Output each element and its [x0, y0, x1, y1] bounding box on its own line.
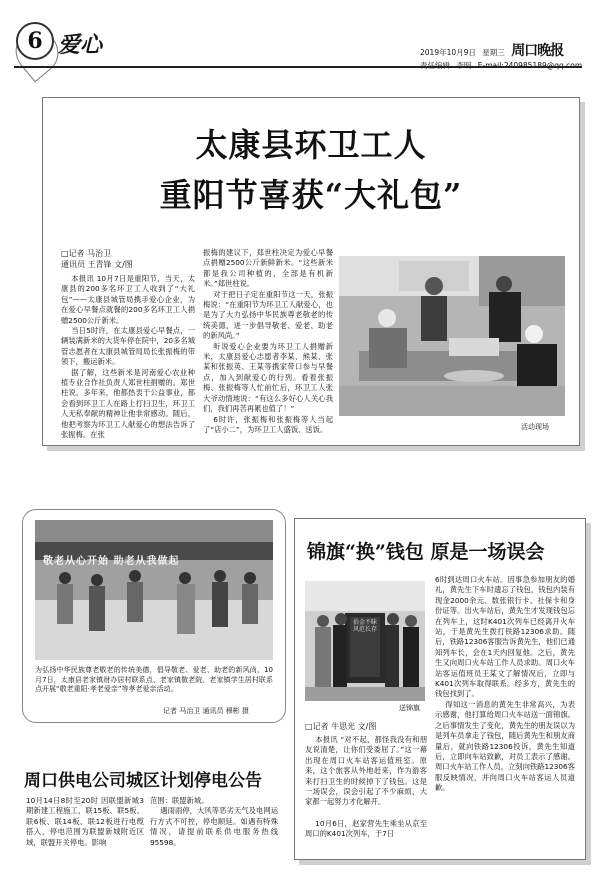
newspaper-brand: 周口晚报 [511, 43, 564, 59]
paragraph: 振梅的建议下，郑世柱决定为爱心早餐点捐赠2500公斤新鲜新米。“这些新米都是我公司种植的，全部是有机新米。”郑世柱说。 [203, 248, 333, 289]
article3-headline: 锦旗“换”钱包 原是一场误会 [307, 541, 545, 563]
paragraph: 本报讯 10月7日是重阳节，当天，太康县的200多名环卫工人收到了“大礼包”——太康县城管局携手爱心企业，为在爱心早餐点就餐的200多名环卫工人捐赠2500公斤新米。 [61, 274, 195, 325]
article3-photo-caption: 送锦旗 [399, 704, 420, 712]
paragraph: 6时许，张振梅和张振梅等人当起了“店小二”，为环卫工人盛饭、送饭。 [203, 414, 333, 434]
byline-reporter: □记者 马治卫 [61, 249, 112, 258]
article3-byline: □记者 牛思光 文/图 [305, 722, 377, 731]
issue-weekday: 星期三 [482, 48, 505, 57]
paragraph: 听说爱心企业要为环卫工人捐赠新米，太康县爱心志愿者李某、熊某、张某和张振英、王某等携家带口参与早餐点，加入到献爱心的行列。看着张振梅、张振梅等人忙前忙后，环卫工人张大爷动情地说：“有这么多好心人关心我们，我们再苦再累也值了！” [203, 341, 333, 414]
article3-column-a [305, 735, 427, 815]
page-number: 6 [16, 22, 54, 60]
outage-notice-text-right [150, 796, 278, 856]
article1-column-2 [203, 248, 333, 438]
photo-event-scene [339, 256, 565, 416]
article3-column-b [435, 575, 575, 855]
paragraph: 得知这一消息的黄先生非常高兴，为表示感谢，他打算给周口火车站送一面锦旗。之后事情发生了变化，黄先生的朋友误以为是列车员拿走了钱包，随后黄先生和朋友商量后，就向铁路12306投诉，黄先生知道后，立即向车站致歉，对员工表示了感谢。周口火车站工作人员，立刻向铁路12306客服反映情况，并向周口火车站客运人员道歉。 [435, 699, 575, 793]
headline-line-2: 重阳节喜获“大礼包” [159, 176, 463, 214]
paragraph: 遇雨雨停，大风等恶劣天气及电网运行方式不可控，停电顺延。如遇有特殊情况，请提前联系供电服务热线95598。 [150, 806, 278, 847]
paragraph: 当日5时许，在太康县爱心早餐点，一辆装满新米的大货车停在院中，20多名城管志愿者在太康县城管局局长张振梅的带领下，搬运新米。 [61, 326, 195, 367]
article2-byline: 记者 马治卫 通讯员 穆彬 摄 [163, 707, 249, 715]
article-sanitation-workers [42, 97, 580, 446]
header-rule [14, 66, 582, 68]
paragraph: 6时到达周口火车站。因事急参加朋友的婚礼，黄先生下车时遗忘了钱包，钱包内装有现金2000余元、数张银行卡、社保卡和身份证等。出火车站后，黄先生才发现钱包忘在列车上，这时K401次列车已经离开火车站，于是黄先生拨打铁路12306求助。随后，铁路12306客服告诉黄先生，他们已通知列车长，会在1天内回复他。之后，黄先生又向周口火车站工作人员求助。周口火车站客运值班员王某文了解情况后，立即与K401次列车取得联系。经多方，黄先生的钱包找到了。 [435, 575, 575, 699]
paragraph: 据了解，这些新米是河南爱心农业种植专业合作社负责人郑世柱捐赠的。郑世柱说，多年来，他都热衷于公益事业，都会看到环卫工人在路上打扫卫生，环卫工人无私奉献的精神让他非常感动。随后，他把考察为环卫工人献爱心的想法告诉了张振梅。在张 [61, 367, 195, 439]
photo-elder-activity [35, 520, 273, 660]
byline-correspondent: 通讯员 王青锋 文/图 [61, 260, 133, 269]
section-title: 爱心 [58, 32, 103, 58]
paragraph: 本报讯 “对不起，都怪我没有和朋友说清楚，让你们受委屈了。”这一幕出现在周口火车站客运值班室。原来，这个旅客从外地赶来，作为游客来打扫卫生的时候掉下了钱包。这是一场误会，误会引起了不少麻烦，大家都一起努力才化解开。 [305, 735, 427, 807]
article2-caption: 为弘扬中华民族尊老敬老的传统美德，倡导敬老、爱老、助老的新风尚，10月7日，太康县老家镇财办居村联系点、老家镇敬老院、老家镇学生居村联系点开展“敬老重阳·孝老爱亲”等孝老爱亲活动。 [35, 666, 273, 693]
headline-line-1: 太康县环卫工人 [195, 126, 427, 164]
article3-column-a-end [305, 819, 427, 851]
outage-notice-text-left: 10月14日8时至20时 因联盟新城3期新建工程施工，联15板、联5板、联6板、联14板、联12板进行电缆搭入，停电范围为联盟新城附近区域，联盟开关停电。影响 [26, 796, 144, 847]
issue-date: 2019年10月9日 [420, 48, 476, 57]
article1-column-1 [61, 274, 195, 439]
photo-banner-text: 敬老从心开始 助老从我做起 [43, 556, 180, 567]
photo-presenting-banner [305, 581, 425, 701]
photo-caption: 活动现场 [521, 423, 549, 431]
outage-notice-headline: 周口供电公司城区计划停电公告 [24, 771, 262, 791]
paragraph: 10月6日，赵家营先生乘坐从京至周口的K401次列车，于7日 [305, 819, 427, 839]
flag-text: 拾金不昧 风范长存 [352, 619, 377, 633]
paragraph: 范围：联盟新城。 [150, 796, 209, 805]
article-elder-respect [22, 509, 286, 723]
article-banner-wallet [294, 518, 586, 860]
paragraph: 对于把日子定在重阳节这一天，张振梅说：“在重阳节为环卫工人献爱心，也是为了大力弘扬中华民族尊老敬老的传统美德，进一步倡导敬老、爱老、助老的新风尚。” [203, 289, 333, 341]
article1-byline [61, 248, 133, 270]
